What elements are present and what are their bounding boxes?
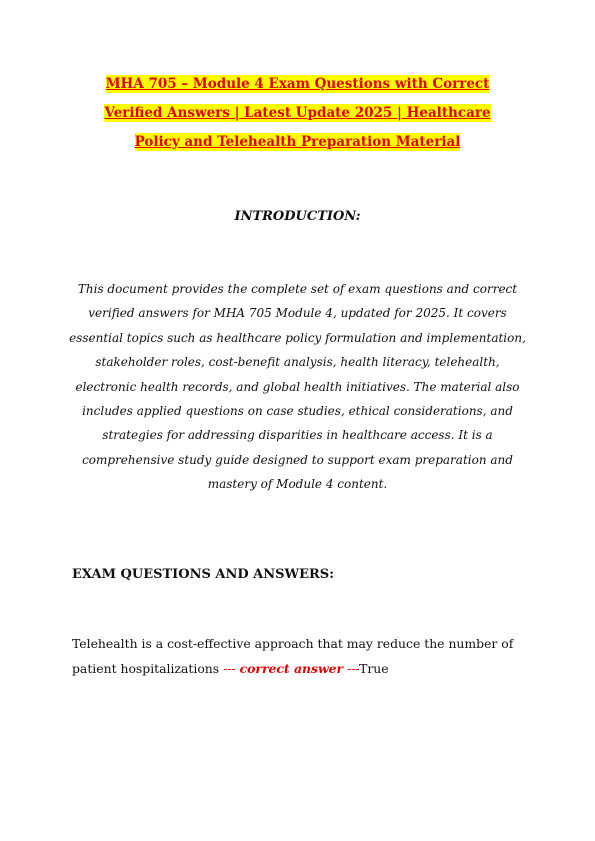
question-text: Telehealth is a cost-effective approach that may reduce the number of patient hospitalizations (72, 636, 514, 676)
title-line-1: MHA 705 – Module 4 Exam Questions with Correct (105, 76, 490, 92)
answer-separator-before: --- (223, 661, 236, 676)
introduction-heading: INTRODUCTION: (234, 209, 361, 224)
answer-text: True (359, 661, 389, 676)
answer-label: correct answer (239, 661, 344, 676)
title-line-3: Policy and Telehealth Preparation Material (134, 134, 461, 150)
document-title (60, 70, 535, 157)
introduction-body: This document provides the complete set of exam questions and correct verified answers for MHA 705 Module 4, updated for 2025. It covers essential topics such as healthcare policy formulation and implementation, stakeholder roles, cost-benefit analysis, health literacy, telehealth, electronic health records, and global health initiatives. The material also includes applied questions on case studies, ethical considerations, and strategies for addressing disparities in healthcare access. It is a comprehensive study guide designed to support exam preparation and mastery of Module 4 content. (69, 282, 526, 492)
question-answer-item (72, 631, 527, 681)
exam-section-heading: EXAM QUESTIONS AND ANSWERS: (72, 567, 334, 582)
answer-separator-after: --- (346, 661, 360, 676)
title-line-2: Verified Answers | Latest Update 2025 | Healthcare (104, 105, 491, 121)
